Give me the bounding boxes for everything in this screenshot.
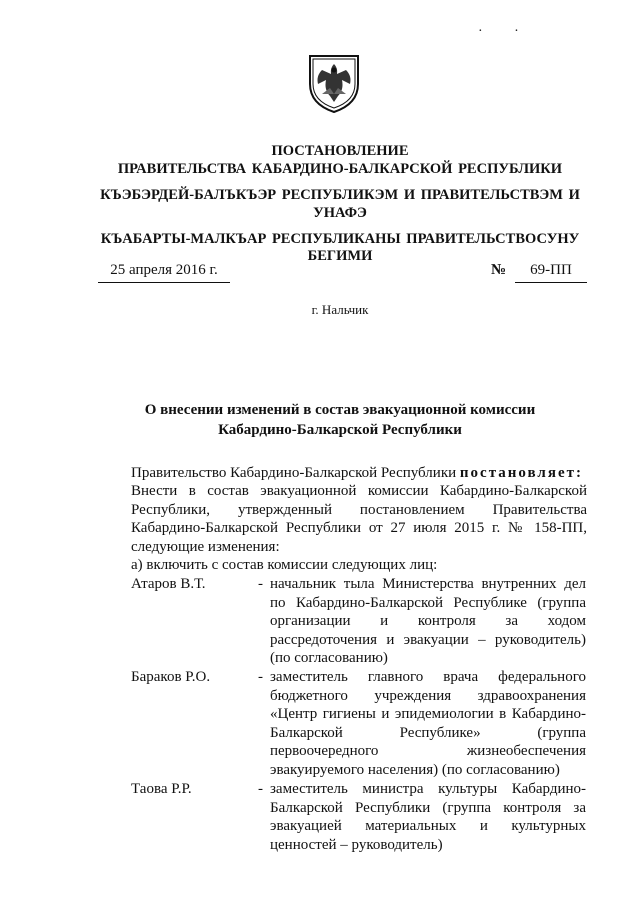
header-government: ПРАВИТЕЛЬСТВА КАБАРДИНО-БАЛКАРСКОЙ РЕСПУБЛИКИ xyxy=(117,161,563,177)
decree-word: постановляет: xyxy=(459,465,583,481)
header-balkar-2: БЕГИМИ xyxy=(307,248,373,264)
document-number: 69-ПП xyxy=(515,262,587,283)
government-text: Правительство Кабардино-Балкарской Республики xyxy=(131,465,457,481)
header-kabardian-1: КЪЭБЭРДЕЙ-БАЛЪКЪЭР РЕСПУБЛИКЭМ И ПРАВИТЕЛЬСТВЭМ И xyxy=(100,187,580,203)
scan-dots: · · xyxy=(478,24,533,39)
person-description: заместитель главного врача федерального бюджетного учреждения здравоохранения «Центр гигиены и эпидемиологии в Кабардино-Балкарской Республике» (группа первоочередного жизнеобеспечения эвакуируемого населения) (по согласованию) xyxy=(270,669,586,778)
decree-line xyxy=(131,464,587,483)
person-description: заместитель министра культуры Кабардино-Балкарской Республики (группа контроля за эвакуацией материальных и культурных ценностей – руководитель) xyxy=(270,781,586,853)
person-description: начальник тыла Министерства внутренних дел по Кабардино-Балкарской Республике (группа организации и контроля за ходом рассредоточения и эвакуации – руководитель) (по согласованию) xyxy=(270,576,586,666)
item-a: а) включить с состав комиссии следующих лиц: xyxy=(131,557,438,573)
title-line-2: Кабардино-Балкарской Республики xyxy=(218,422,462,438)
number-label: № xyxy=(491,262,507,278)
header-balkar-1: КЪАБАРТЫ-МАЛКЪАР РЕСПУБЛИКАНЫ ПРАВИТЕЛЬСТВОСУНУ xyxy=(100,231,580,247)
header-kabardian-2: УНАФЭ xyxy=(313,205,367,221)
title-line-1: О внесении изменений в состав эвакуационной комиссии xyxy=(144,402,536,418)
person-dash: - xyxy=(258,576,263,592)
paragraph-text: Внести в состав эвакуационной комиссии Кабардино-Балкарской Республики, утвержденный постановлением Правительства Кабардино-Балкарской Республики от 27 июля 2015 г. № 158-ПП, следующие изменения: xyxy=(131,483,587,555)
coat-of-arms-icon xyxy=(302,50,366,114)
header-title: ПОСТАНОВЛЕНИЕ xyxy=(271,143,409,159)
main-paragraph xyxy=(131,482,587,556)
person-name: Бараков Р.О. xyxy=(131,669,211,685)
person-name: Атаров В.Т. xyxy=(131,576,206,592)
document-title xyxy=(120,400,560,440)
city: г. Нальчик xyxy=(311,302,369,317)
person-name: Таова Р.Р. xyxy=(131,781,192,797)
person-dash: - xyxy=(258,669,263,685)
person-dash: - xyxy=(258,781,263,797)
document-date: 25 апреля 2016 г. xyxy=(98,262,230,283)
